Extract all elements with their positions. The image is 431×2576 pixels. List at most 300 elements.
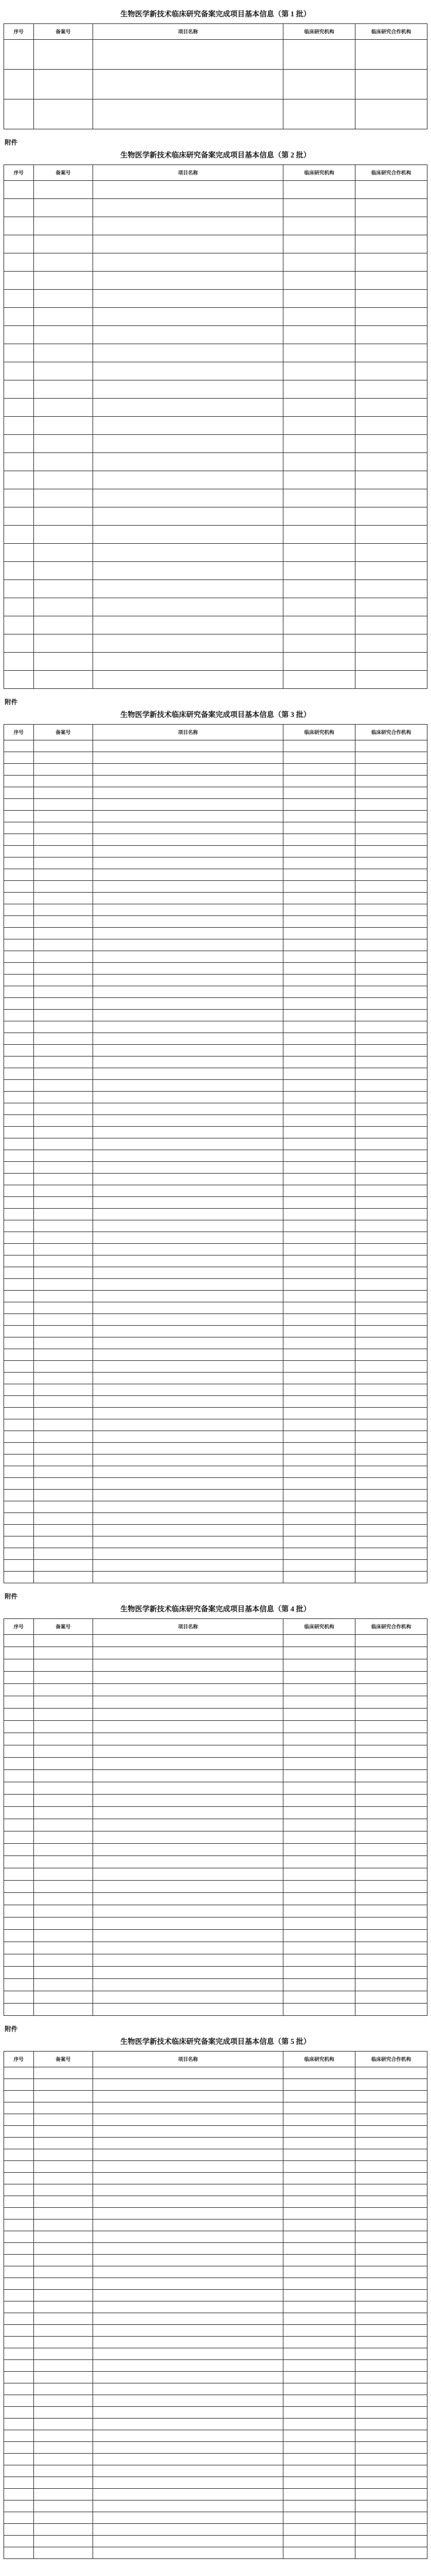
clinical-institution	[283, 986, 355, 998]
table-row	[4, 1795, 427, 1807]
column-header-collab: 临床研究合作机构	[355, 2052, 427, 2067]
clinical-institution	[283, 2536, 355, 2547]
table-header-row	[4, 1619, 427, 1635]
project-name	[93, 1115, 283, 1127]
row-index	[4, 1138, 34, 1150]
row-index	[4, 1525, 34, 1536]
clinical-institution	[283, 2231, 355, 2243]
table-row	[4, 1709, 427, 1721]
clinical-institution	[283, 881, 355, 893]
clinical-institution	[283, 2208, 355, 2220]
clinical-institution	[283, 1548, 355, 1560]
clinical-institution	[283, 1244, 355, 1256]
collaborating-institution	[355, 2325, 427, 2337]
row-index	[4, 544, 34, 562]
table-row	[4, 1513, 427, 1525]
clinical-institution	[283, 1942, 355, 1954]
project-name	[93, 1893, 283, 1905]
collaborating-institution	[355, 1942, 427, 1954]
record-number	[33, 1057, 93, 1068]
row-index	[4, 740, 34, 752]
project-name	[93, 308, 283, 326]
table-row	[4, 1302, 427, 1314]
row-index	[4, 1010, 34, 1021]
clinical-institution	[283, 399, 355, 417]
clinical-institution	[283, 2395, 355, 2407]
clinical-institution	[283, 1513, 355, 1525]
project-name	[93, 975, 283, 986]
row-index	[4, 1572, 34, 1583]
clinical-institution	[283, 1209, 355, 1220]
table-row	[4, 235, 427, 253]
clinical-institution	[283, 998, 355, 1010]
record-number	[33, 1696, 93, 1709]
row-index	[4, 1659, 34, 1672]
project-name	[93, 939, 283, 951]
record-number	[33, 1782, 93, 1795]
row-index	[4, 2067, 34, 2079]
record-number	[33, 1138, 93, 1150]
record-number	[33, 881, 93, 893]
project-name	[93, 1672, 283, 1684]
project-name	[93, 326, 283, 344]
clinical-institution	[283, 1478, 355, 1490]
project-name	[93, 1103, 283, 1115]
collaborating-institution	[355, 752, 427, 764]
row-index	[4, 893, 34, 904]
clinical-institution	[283, 1893, 355, 1905]
collaborating-institution	[355, 1080, 427, 1092]
record-number	[33, 181, 93, 199]
table-row	[4, 811, 427, 822]
project-name	[93, 1659, 283, 1672]
record-number	[33, 1659, 93, 1672]
clinical-institution	[283, 2126, 355, 2138]
collaborating-institution	[355, 822, 427, 834]
row-index	[4, 471, 34, 489]
project-name	[93, 2173, 283, 2184]
row-index	[4, 1057, 34, 1068]
record-number	[33, 1349, 93, 1361]
record-number	[33, 1684, 93, 1696]
clinical-institution	[283, 893, 355, 904]
table-row	[4, 1127, 427, 1138]
column-header-index: 序号	[4, 165, 34, 181]
table-header-row	[4, 725, 427, 740]
clinical-institution	[283, 2348, 355, 2360]
collaborating-institution	[355, 904, 427, 916]
row-index	[4, 1635, 34, 1647]
column-header-record-no: 备案号	[33, 2052, 93, 2067]
row-index	[4, 2512, 34, 2524]
record-number	[33, 1197, 93, 1209]
table-row	[4, 799, 427, 811]
record-number	[33, 2512, 93, 2524]
record-number	[33, 1466, 93, 1478]
collaborating-institution	[355, 1501, 427, 1513]
record-number	[33, 869, 93, 881]
attachment-label: 附件	[5, 2026, 18, 2033]
record-number	[33, 2500, 93, 2512]
row-index	[4, 1991, 34, 2004]
table-row	[4, 857, 427, 869]
collaborating-institution	[355, 2536, 427, 2547]
clinical-institution	[283, 1127, 355, 1138]
project-name	[93, 1174, 283, 1185]
row-index	[4, 1080, 34, 1092]
clinical-institution	[283, 1068, 355, 1080]
collaborating-institution	[355, 1672, 427, 1684]
collaborating-institution	[355, 1373, 427, 1384]
row-index	[4, 1174, 34, 1185]
record-number	[33, 1021, 93, 1033]
record-number	[33, 362, 93, 380]
project-name	[93, 2220, 283, 2231]
collaborating-institution	[355, 2067, 427, 2079]
project-name	[93, 2102, 283, 2114]
collaborating-institution	[355, 471, 427, 489]
record-number	[33, 507, 93, 526]
table-row	[4, 1868, 427, 1881]
clinical-institution	[283, 1918, 355, 1930]
clinical-institution	[283, 1115, 355, 1127]
collaborating-institution	[355, 507, 427, 526]
collaborating-institution	[355, 1033, 427, 1045]
row-index	[4, 616, 34, 634]
project-name	[93, 1709, 283, 1721]
project-name	[93, 1267, 283, 1279]
row-index	[4, 1197, 34, 1209]
record-number	[33, 2419, 93, 2430]
collaborating-institution	[355, 217, 427, 235]
row-index	[4, 811, 34, 822]
table-row	[4, 1267, 427, 1279]
row-index	[4, 580, 34, 598]
row-index	[4, 1881, 34, 1893]
project-name	[93, 1220, 283, 1232]
clinical-institution	[283, 70, 355, 100]
collaborating-institution	[355, 2278, 427, 2290]
collaborating-institution	[355, 290, 427, 308]
record-number	[33, 1443, 93, 1455]
table-row	[4, 1068, 427, 1080]
record-number	[33, 2208, 93, 2220]
clinical-institution	[283, 2477, 355, 2489]
record-number	[33, 1807, 93, 1819]
collaborating-institution	[355, 1185, 427, 1197]
record-number	[33, 1893, 93, 1905]
project-name	[93, 1647, 283, 1659]
collaborating-institution	[355, 1115, 427, 1127]
table-row	[4, 2547, 427, 2559]
row-index	[4, 1349, 34, 1361]
record-number	[33, 344, 93, 362]
record-number	[33, 799, 93, 811]
row-index	[4, 998, 34, 1010]
row-index	[4, 1209, 34, 1220]
project-name	[93, 752, 283, 764]
table-row	[4, 1455, 427, 1466]
table-row	[4, 1733, 427, 1745]
row-index	[4, 1384, 34, 1396]
clinical-institution	[283, 2524, 355, 2536]
row-index	[4, 1314, 34, 1326]
record-number	[33, 811, 93, 822]
row-index	[4, 2372, 34, 2383]
collaborating-institution	[355, 526, 427, 544]
row-index	[4, 1560, 34, 1572]
column-header-index: 序号	[4, 24, 34, 40]
table-row	[4, 1174, 427, 1185]
collaborating-institution	[355, 1831, 427, 1844]
project-name	[93, 1513, 283, 1525]
table-row	[4, 544, 427, 562]
row-index	[4, 2360, 34, 2372]
project-name	[93, 2419, 283, 2430]
row-index	[4, 916, 34, 928]
column-header-record-no: 备案号	[33, 725, 93, 740]
clinical-institution	[283, 1745, 355, 1758]
table-row	[4, 2243, 427, 2255]
project-name	[93, 857, 283, 869]
table-row	[4, 2173, 427, 2184]
clinical-institution	[283, 928, 355, 939]
column-header-collab: 临床研究合作机构	[355, 24, 427, 40]
collaborating-institution	[355, 764, 427, 776]
project-name	[93, 1954, 283, 1967]
project-name	[93, 1384, 283, 1396]
collaborating-institution	[355, 1220, 427, 1232]
table-row	[4, 834, 427, 846]
project-name	[93, 653, 283, 671]
record-number	[33, 272, 93, 290]
row-index	[4, 1092, 34, 1103]
clinical-institution	[283, 963, 355, 975]
row-index	[4, 1709, 34, 1721]
project-name	[93, 1033, 283, 1045]
project-name	[93, 2489, 283, 2500]
table-row	[4, 362, 427, 380]
clinical-institution	[283, 544, 355, 562]
collaborating-institution	[355, 1021, 427, 1033]
project-name	[93, 928, 283, 939]
table-row	[4, 2512, 427, 2524]
clinical-institution	[283, 2442, 355, 2454]
row-index	[4, 2138, 34, 2149]
table-row	[4, 616, 427, 634]
table-row	[4, 344, 427, 362]
project-name	[93, 1733, 283, 1745]
table-row	[4, 1431, 427, 1443]
clinical-institution	[283, 2500, 355, 2512]
collaborating-institution	[355, 1721, 427, 1733]
row-index	[4, 100, 34, 129]
table-row	[4, 1080, 427, 1092]
project-name	[93, 1138, 283, 1150]
clinical-institution	[283, 1279, 355, 1291]
table-row	[4, 1905, 427, 1918]
collaborating-institution	[355, 2360, 427, 2372]
row-index	[4, 2465, 34, 2477]
collaborating-institution	[355, 939, 427, 951]
clinical-institution	[283, 1684, 355, 1696]
row-index	[4, 2301, 34, 2313]
clinical-institution	[283, 2360, 355, 2372]
column-header-collab: 临床研究合作机构	[355, 1619, 427, 1635]
project-name	[93, 100, 283, 129]
row-index	[4, 1103, 34, 1115]
record-number	[33, 2255, 93, 2266]
row-index	[4, 526, 34, 544]
collaborating-institution	[355, 2383, 427, 2395]
record-number	[33, 1033, 93, 1045]
row-index	[4, 928, 34, 939]
table-row	[4, 326, 427, 344]
table-row	[4, 1881, 427, 1893]
record-number	[33, 1478, 93, 1490]
row-index	[4, 253, 34, 272]
collaborating-institution	[355, 799, 427, 811]
project-name	[93, 1770, 283, 1782]
table-row	[4, 986, 427, 998]
clinical-institution	[283, 362, 355, 380]
clinical-institution	[283, 1045, 355, 1057]
record-number	[33, 1010, 93, 1021]
collaborating-institution	[355, 181, 427, 199]
collaborating-institution	[355, 1560, 427, 1572]
table-row	[4, 435, 427, 453]
table-row	[4, 2290, 427, 2301]
clinical-institution	[283, 1954, 355, 1967]
clinical-institution	[283, 2091, 355, 2102]
clinical-institution	[283, 2454, 355, 2465]
row-index	[4, 1256, 34, 1267]
table-row	[4, 1991, 427, 2004]
record-number	[33, 1733, 93, 1745]
collaborating-institution	[355, 2430, 427, 2442]
project-name	[93, 799, 283, 811]
table-row	[4, 2395, 427, 2407]
project-name	[93, 2360, 283, 2372]
row-index	[4, 1279, 34, 1291]
clinical-institution	[283, 1881, 355, 1893]
filing-table	[4, 724, 427, 1583]
clinical-institution	[283, 1536, 355, 1548]
clinical-institution	[283, 1490, 355, 1501]
collaborating-institution	[355, 998, 427, 1010]
project-name	[93, 2290, 283, 2301]
collaborating-institution	[355, 1408, 427, 1419]
table-row	[4, 881, 427, 893]
table-row	[4, 1138, 427, 1150]
record-number	[33, 2091, 93, 2102]
row-index	[4, 1684, 34, 1696]
record-number	[33, 1672, 93, 1684]
row-index	[4, 2477, 34, 2489]
clinical-institution	[283, 1302, 355, 1314]
table-title: 生物医学新技术临床研究备案完成项目基本信息（第 2 批）	[120, 151, 311, 159]
row-index	[4, 963, 34, 975]
row-index	[4, 1770, 34, 1782]
project-name	[93, 272, 283, 290]
collaborating-institution	[355, 776, 427, 787]
column-header-project: 项目名称	[93, 2052, 283, 2067]
row-index	[4, 1419, 34, 1431]
record-number	[33, 1080, 93, 1092]
collaborating-institution	[355, 1103, 427, 1115]
collaborating-institution	[355, 1868, 427, 1881]
row-index	[4, 362, 34, 380]
record-number	[33, 963, 93, 975]
project-name	[93, 1856, 283, 1868]
project-name	[93, 2184, 283, 2196]
project-name	[93, 453, 283, 471]
clinical-institution	[283, 2243, 355, 2255]
record-number	[33, 928, 93, 939]
table-row	[4, 1057, 427, 1068]
clinical-institution	[283, 1758, 355, 1770]
record-number	[33, 70, 93, 100]
project-name	[93, 893, 283, 904]
project-name	[93, 1942, 283, 1954]
clinical-institution	[283, 1844, 355, 1856]
record-number	[33, 1513, 93, 1525]
record-number	[33, 598, 93, 616]
project-name	[93, 1349, 283, 1361]
collaborating-institution	[355, 634, 427, 653]
project-name	[93, 1302, 283, 1314]
table-row	[4, 2500, 427, 2512]
project-name	[93, 2004, 283, 2016]
collaborating-institution	[355, 2208, 427, 2220]
row-index	[4, 764, 34, 776]
collaborating-institution	[355, 308, 427, 326]
table-row	[4, 100, 427, 129]
collaborating-institution	[355, 2126, 427, 2138]
record-number	[33, 822, 93, 834]
record-number	[33, 2126, 93, 2138]
project-name	[93, 471, 283, 489]
table-row	[4, 2079, 427, 2091]
table-row	[4, 1979, 427, 1991]
row-index	[4, 2337, 34, 2348]
collaborating-institution	[355, 893, 427, 904]
project-name	[93, 2161, 283, 2173]
collaborating-institution	[355, 1659, 427, 1672]
row-index	[4, 1696, 34, 1709]
table-row	[4, 1548, 427, 1560]
collaborating-institution	[355, 1647, 427, 1659]
project-name	[93, 904, 283, 916]
clinical-institution	[283, 2419, 355, 2430]
record-number	[33, 526, 93, 544]
project-name	[93, 1256, 283, 1267]
table-row	[4, 1490, 427, 1501]
record-number	[33, 1758, 93, 1770]
clinical-institution	[283, 1991, 355, 2004]
clinical-institution	[283, 846, 355, 857]
project-name	[93, 1408, 283, 1419]
table-row	[4, 1831, 427, 1844]
table-row	[4, 2208, 427, 2220]
row-index	[4, 380, 34, 399]
project-name	[93, 399, 283, 417]
row-index	[4, 975, 34, 986]
clinical-institution	[283, 2114, 355, 2126]
clinical-institution	[283, 1868, 355, 1881]
project-name	[93, 881, 283, 893]
clinical-institution	[283, 562, 355, 580]
